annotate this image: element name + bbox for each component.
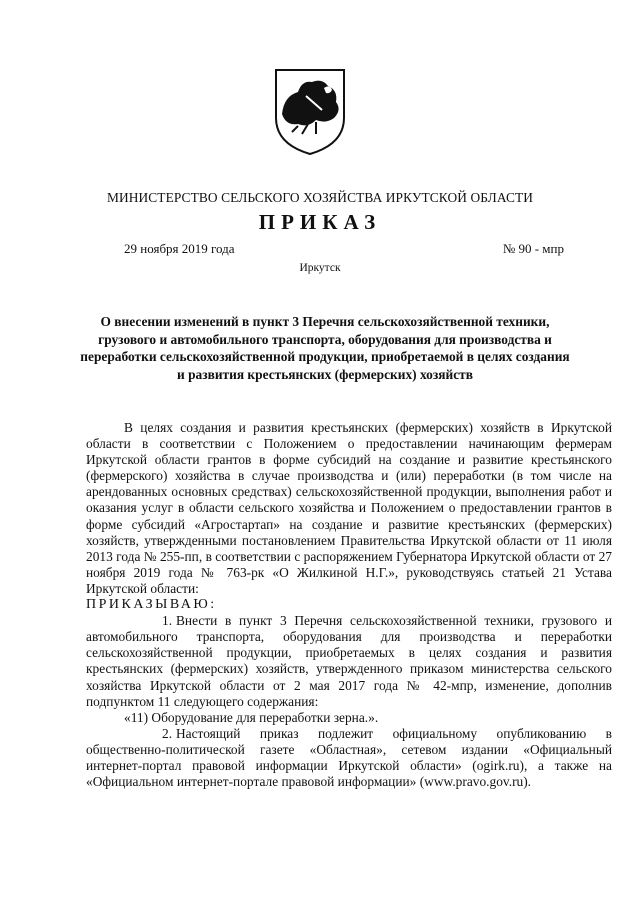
item-2-paragraph [86, 726, 612, 790]
item-2-text: Настоящий приказ подлежит официальному опубликованию в общественно-политической газете «Областная», сетевом издании «Официальный интернет-портал правовой информации Иркутской области» (ogirk.ru), а также на «Официальном интернет-портале правовой информации» (www.pravo.gov.ru). [86, 725, 612, 790]
order-body [86, 420, 612, 790]
order-date: 29 ноября 2019 года [124, 241, 235, 256]
item-1-paragraph [86, 613, 612, 710]
item-2-number: 2. [162, 725, 173, 741]
item-1-quote: «11) Оборудование для переработки зерна.». [124, 709, 379, 725]
order-city: Иркутск [299, 262, 341, 274]
preamble-paragraph: В целях создания и развития крестьянских (фермерских) хозяйств в Иркутской области в соответствии с Положением о предоставлении начинающим фермерам Иркутской области грантов в форме субсидий на создание и развитие крестьянского (фермерского) хозяйства в случае производства и (или) переработки (в том числе на арендованных основных средствах) сельскохозяйственной продукции, выполнения работ и оказания услуг в области сельского хозяйства и Положением о предоставлении грантов в форме субсидий «Агростартап» на создание и развитие крестьянских (фермерских) хозяйств, утвержденными постановлением Правительства Иркутской области от 11 июля 2013 года № 255-пп, в соответствии с распоряжением Губернатора Иркутской области от 27 ноября 2019 года № 763-рк «О Жилкиной Н.Г.», руководствуясь статьей 21 Устава Иркутской области: [86, 420, 612, 596]
item-1-number: 1. [162, 613, 173, 629]
irkutsk-coat-of-arms-icon [272, 66, 348, 156]
item-1-text: Внести в пункт 3 Перечня сельскохозяйственной техники, грузового и автомобильного транспорта, оборудования для производства и переработки сельскохозяйственной продукции, приобретаемых в целях создания и развития крестьянских (фермерских) хозяйств, утвержденного приказом министерства сельского хозяйства Иркутской области от 2 мая 2017 года № 42-мпр, изменение, дополнив подпунктом 11 следующего содержания: [86, 613, 612, 709]
ministry-name: МИНИСТЕРСТВО СЕЛЬСКОГО ХОЗЯЙСТВА ИРКУТСКОЙ ОБЛАСТИ [106, 190, 534, 205]
order-number: № 90 - мпр [502, 241, 564, 256]
order-title: ПРИКАЗ [258, 210, 382, 234]
order-word: ПРИКАЗЫВАЮ: [86, 597, 217, 613]
order-heading: О внесении изменений в пункт 3 Перечня сельскохозяйственной техники, грузового и автомобильного транспорта, оборудования для производства и переработки сельскохозяйственной продукции, приобретаемой в целях создания и развития крестьянских (фермерских) хозяйств [80, 314, 570, 382]
